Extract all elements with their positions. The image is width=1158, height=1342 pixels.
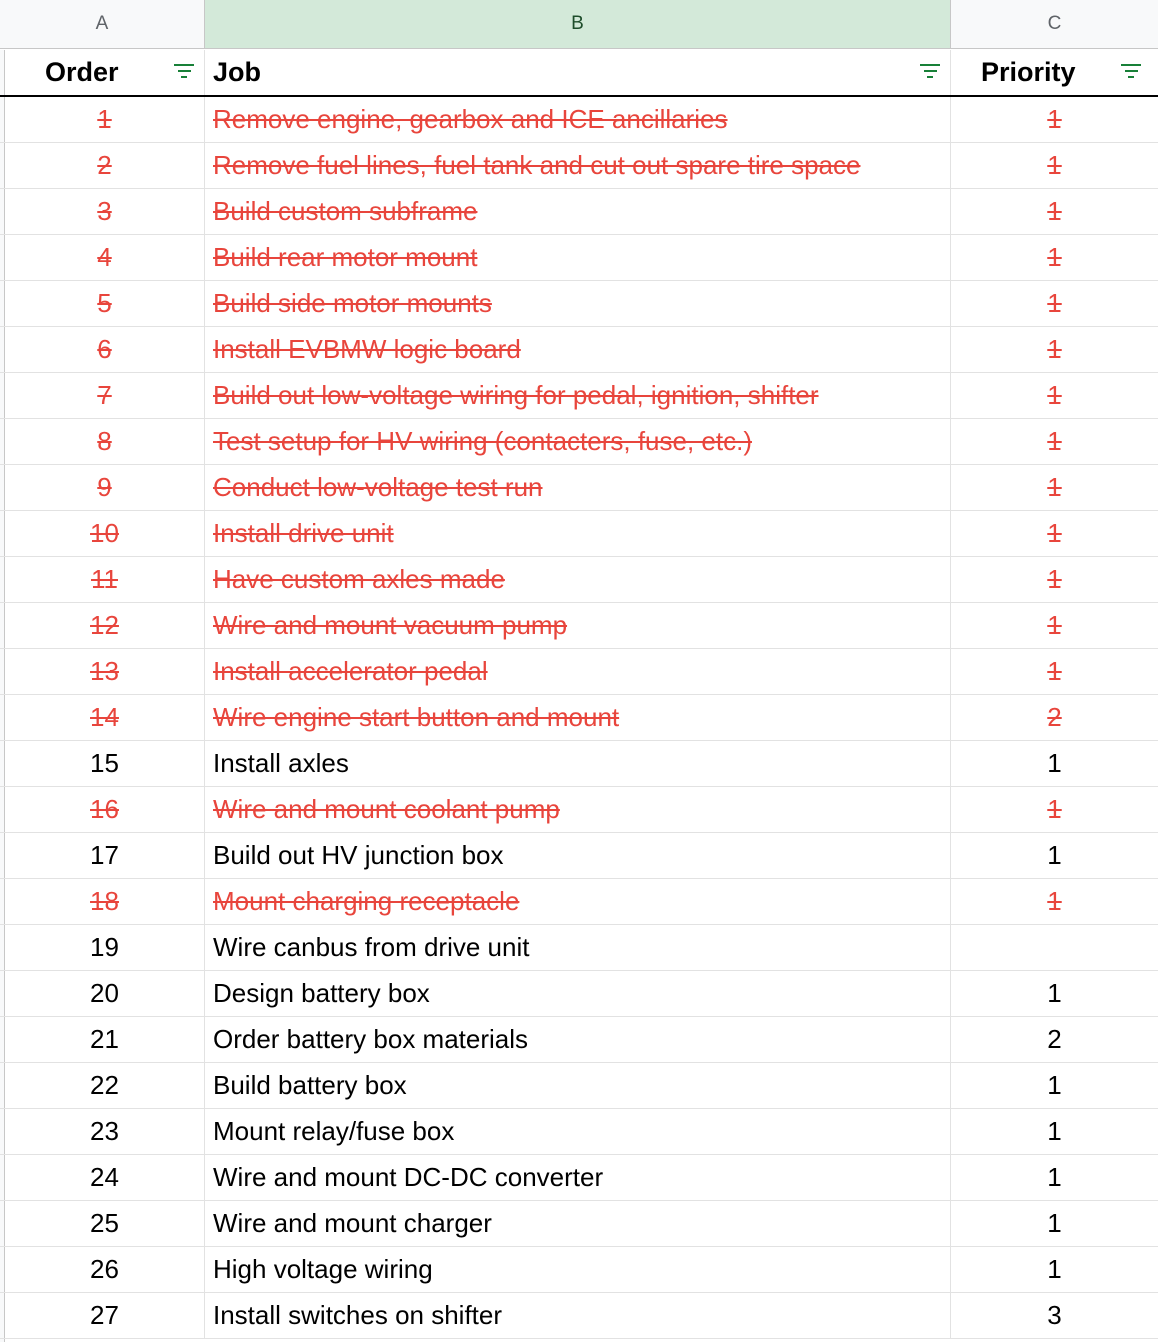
table-row <box>0 235 1158 281</box>
priority-cell[interactable]: 1 <box>1047 610 1062 640</box>
order-filter-icon[interactable] <box>173 64 195 82</box>
table-row <box>0 879 1158 925</box>
priority-cell[interactable]: 1 <box>1047 886 1062 916</box>
job-cell[interactable]: Wire and mount DC-DC converter <box>205 1155 951 1200</box>
priority-cell[interactable]: 1 <box>1047 196 1062 226</box>
priority-cell[interactable]: 1 <box>1047 748 1062 778</box>
job-cell[interactable]: Wire and mount vacuum pump <box>205 603 951 648</box>
job-cell[interactable]: Install switches on shifter <box>205 1293 951 1338</box>
table-row <box>0 925 1158 971</box>
job-cell[interactable]: Build battery box <box>205 1063 951 1108</box>
priority-cell[interactable]: 1 <box>1047 794 1062 824</box>
job-cell[interactable]: Design battery box <box>205 971 951 1016</box>
job-header-cell[interactable] <box>205 50 951 95</box>
column-header-a[interactable]: A <box>0 0 205 49</box>
priority-header-cell[interactable] <box>951 50 1158 95</box>
table-row <box>0 1109 1158 1155</box>
priority-cell[interactable]: 1 <box>1047 840 1062 870</box>
table-row <box>0 281 1158 327</box>
priority-cell[interactable]: 1 <box>1047 104 1062 134</box>
column-header-bar <box>0 0 1158 50</box>
priority-cell[interactable]: 3 <box>1047 1300 1062 1330</box>
job-cell[interactable]: Wire canbus from drive unit <box>205 925 951 970</box>
table-row <box>0 787 1158 833</box>
table-row <box>0 97 1158 143</box>
table-row <box>0 971 1158 1017</box>
priority-cell[interactable]: 1 <box>1047 334 1062 364</box>
priority-cell[interactable]: 2 <box>1047 1024 1062 1054</box>
job-cell[interactable]: Install accelerator pedal <box>205 649 951 694</box>
order-cell[interactable]: 23 <box>5 1109 205 1154</box>
job-cell[interactable]: Install drive unit <box>205 511 951 556</box>
order-cell[interactable]: 19 <box>5 925 205 970</box>
table-row <box>0 419 1158 465</box>
priority-cell[interactable]: 2 <box>1047 702 1062 732</box>
table-row <box>0 465 1158 511</box>
job-cell[interactable]: Wire and mount charger <box>205 1201 951 1246</box>
table-row <box>0 603 1158 649</box>
order-cell[interactable]: 10 <box>5 511 205 556</box>
priority-cell[interactable]: 1 <box>1047 518 1062 548</box>
table-row <box>0 649 1158 695</box>
table-row <box>0 143 1158 189</box>
table-row <box>0 833 1158 879</box>
job-cell[interactable]: Conduct low-voltage test run <box>205 465 951 510</box>
order-cell[interactable]: 27 <box>5 1293 205 1338</box>
order-cell[interactable]: 14 <box>5 695 205 740</box>
table-body <box>0 97 1158 1339</box>
table-row <box>0 189 1158 235</box>
column-header-b[interactable]: B <box>205 0 951 49</box>
priority-cell[interactable]: 1 <box>1047 564 1062 594</box>
order-cell[interactable]: 4 <box>5 235 205 280</box>
priority-cell[interactable]: 1 <box>1047 978 1062 1008</box>
job-cell[interactable]: Wire engine start button and mount <box>205 695 951 740</box>
priority-filter-icon[interactable] <box>1120 64 1142 82</box>
table-header-row <box>0 50 1158 97</box>
order-header-label: Order <box>45 57 119 87</box>
order-cell[interactable]: 21 <box>5 1017 205 1062</box>
order-cell[interactable]: 24 <box>5 1155 205 1200</box>
order-cell[interactable]: 6 <box>5 327 205 372</box>
table-row <box>0 1063 1158 1109</box>
table-row <box>0 1201 1158 1247</box>
table-row <box>0 511 1158 557</box>
table-row <box>0 1293 1158 1339</box>
job-cell[interactable]: Have custom axles made <box>205 557 951 602</box>
order-cell[interactable]: 9 <box>5 465 205 510</box>
job-header-label: Job <box>213 57 262 87</box>
job-cell[interactable]: Build custom subframe <box>205 189 951 234</box>
order-cell[interactable]: 20 <box>5 971 205 1016</box>
table-row <box>0 1155 1158 1201</box>
order-cell[interactable]: 5 <box>5 281 205 326</box>
job-cell[interactable]: Install axles <box>205 741 951 786</box>
priority-cell[interactable]: 1 <box>1047 1070 1062 1100</box>
priority-cell[interactable]: 1 <box>1047 150 1062 180</box>
table-row <box>0 1017 1158 1063</box>
priority-cell[interactable]: 1 <box>1047 472 1062 502</box>
order-cell[interactable]: 3 <box>5 189 205 234</box>
priority-cell[interactable]: 1 <box>1047 380 1062 410</box>
table-row <box>0 327 1158 373</box>
priority-cell[interactable]: 1 <box>1047 288 1062 318</box>
job-cell[interactable]: High voltage wiring <box>205 1247 951 1292</box>
priority-cell[interactable]: 1 <box>1047 242 1062 272</box>
table-row <box>0 373 1158 419</box>
order-cell[interactable]: 22 <box>5 1063 205 1108</box>
order-cell[interactable]: 17 <box>5 833 205 878</box>
job-cell[interactable]: Build out low-voltage wiring for pedal, ignition, shifter <box>205 373 951 418</box>
job-cell[interactable]: Build out HV junction box <box>205 833 951 878</box>
job-cell[interactable]: Wire and mount coolant pump <box>205 787 951 832</box>
job-filter-icon[interactable] <box>919 64 941 82</box>
priority-cell[interactable]: 1 <box>1047 1116 1062 1146</box>
table-row <box>0 1247 1158 1293</box>
job-cell[interactable]: Mount charging receptacle <box>205 879 951 924</box>
column-header-c[interactable]: C <box>951 0 1158 49</box>
job-cell[interactable]: Build rear motor mount <box>205 235 951 280</box>
order-cell[interactable]: 1 <box>5 97 205 142</box>
priority-cell[interactable]: 1 <box>1047 426 1062 456</box>
table-row <box>0 557 1158 603</box>
job-cell[interactable]: Install EVBMW logic board <box>205 327 951 372</box>
priority-cell[interactable]: 1 <box>1047 1162 1062 1192</box>
order-cell[interactable]: 16 <box>5 787 205 832</box>
order-cell[interactable]: 11 <box>5 557 205 602</box>
order-cell[interactable]: 12 <box>5 603 205 648</box>
job-cell[interactable]: Order battery box materials <box>205 1017 951 1062</box>
order-cell[interactable]: 2 <box>5 143 205 188</box>
order-cell[interactable]: 8 <box>5 419 205 464</box>
order-cell[interactable]: 18 <box>5 879 205 924</box>
order-cell[interactable]: 25 <box>5 1201 205 1246</box>
job-cell[interactable]: Remove engine, gearbox and ICE ancillaries <box>205 97 951 142</box>
priority-cell[interactable] <box>951 925 1158 970</box>
priority-cell[interactable]: 1 <box>1047 1208 1062 1238</box>
table-row <box>0 695 1158 741</box>
order-cell[interactable]: 13 <box>5 649 205 694</box>
order-cell[interactable]: 26 <box>5 1247 205 1292</box>
job-cell[interactable]: Mount relay/fuse box <box>205 1109 951 1154</box>
order-cell[interactable]: 7 <box>5 373 205 418</box>
job-cell[interactable]: Remove fuel lines, fuel tank and cut out spare tire space <box>205 143 951 188</box>
order-cell[interactable]: 15 <box>5 741 205 786</box>
priority-cell[interactable]: 1 <box>1047 656 1062 686</box>
job-cell[interactable]: Test setup for HV wiring (contacters, fuse, etc.) <box>205 419 951 464</box>
table-row <box>0 741 1158 787</box>
job-cell[interactable]: Build side motor mounts <box>205 281 951 326</box>
priority-header-label: Priority <box>981 57 1076 87</box>
order-header-cell[interactable] <box>5 50 205 95</box>
priority-cell[interactable]: 1 <box>1047 1254 1062 1284</box>
